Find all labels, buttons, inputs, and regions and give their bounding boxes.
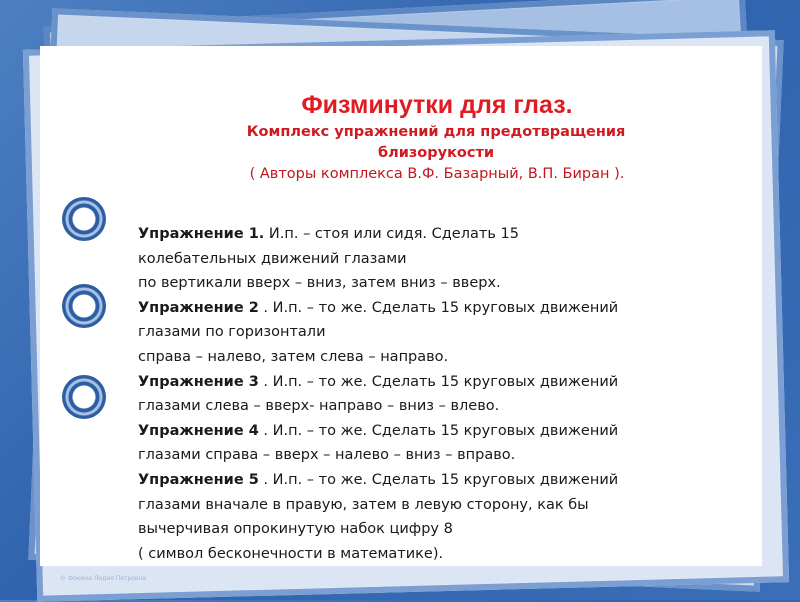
exercise-text: И.п. – стоя или сидя. Сделать 15 [264,226,519,242]
exercise-line [138,542,698,567]
exercise-line [138,222,698,247]
exercise-text: колебательных движений глазами [138,250,407,267]
exercise-text: глазами слева – вверх- направо – вниз – влево. [138,398,500,415]
exercise-line [138,370,698,395]
slide-card [40,46,762,566]
exercise-line [138,271,698,296]
exercise-line [138,468,698,493]
exercise-text: глазами справа – вверх – налево – вниз – вправо. [138,447,516,464]
header [40,90,762,185]
ring-icon [62,375,106,419]
exercise-text: ( символ бесконечности в математике). [138,545,444,562]
exercise-line [138,394,698,419]
exercise-line [138,419,698,444]
exercise-label: Упражнение 4 [138,422,259,439]
exercise-text: . И.п. – то же. Сделать 15 круговых движений [258,373,619,390]
exercise-text: вычерчивая опрокинутую набок цифру 8 [138,521,453,538]
exercise-text: . И.п. – то же. Сделать 15 круговых движений [258,299,619,316]
exercise-label: Упражнение 1. [138,226,265,242]
exercise-line [138,320,698,345]
exercise-text: . И.п. – то же. Сделать 15 круговых движений [258,422,619,439]
exercise-text: глазами по горизонтали [138,324,326,341]
ring-icon [62,197,106,241]
exercise-line [138,493,698,518]
exercise-line [138,517,698,542]
exercise-text: . И.п. – то же. Сделать 15 круговых движений [258,471,619,488]
exercise-label: Упражнение 3 [138,373,259,390]
exercise-line [138,443,698,468]
exercise-text: по вертикали вверх – вниз, затем вниз – вверх. [138,275,501,292]
authors-note: ( Авторы комплекса В.Ф. Базарный, В.П. Биран ). [249,166,625,182]
exercise-text: глазами вначале в правую, затем в левую сторону, как бы [138,496,589,513]
exercise-list [138,222,698,566]
exercise-label: Упражнение 5 [138,471,259,488]
exercise-label: Упражнение 2 [138,299,259,316]
ring-icon [62,284,106,328]
exercise-text: справа – налево, затем слева – направо. [138,348,449,365]
exercise-line [138,296,698,321]
page-title: Физминутки для глаз. [301,91,573,119]
footer-credit: © Фокина Лидия Петровна [60,575,147,582]
exercise-line [138,247,698,272]
page-subtitle: Комплекс упражнений для предотвращения близорукости [246,124,626,161]
exercise-line [138,345,698,370]
